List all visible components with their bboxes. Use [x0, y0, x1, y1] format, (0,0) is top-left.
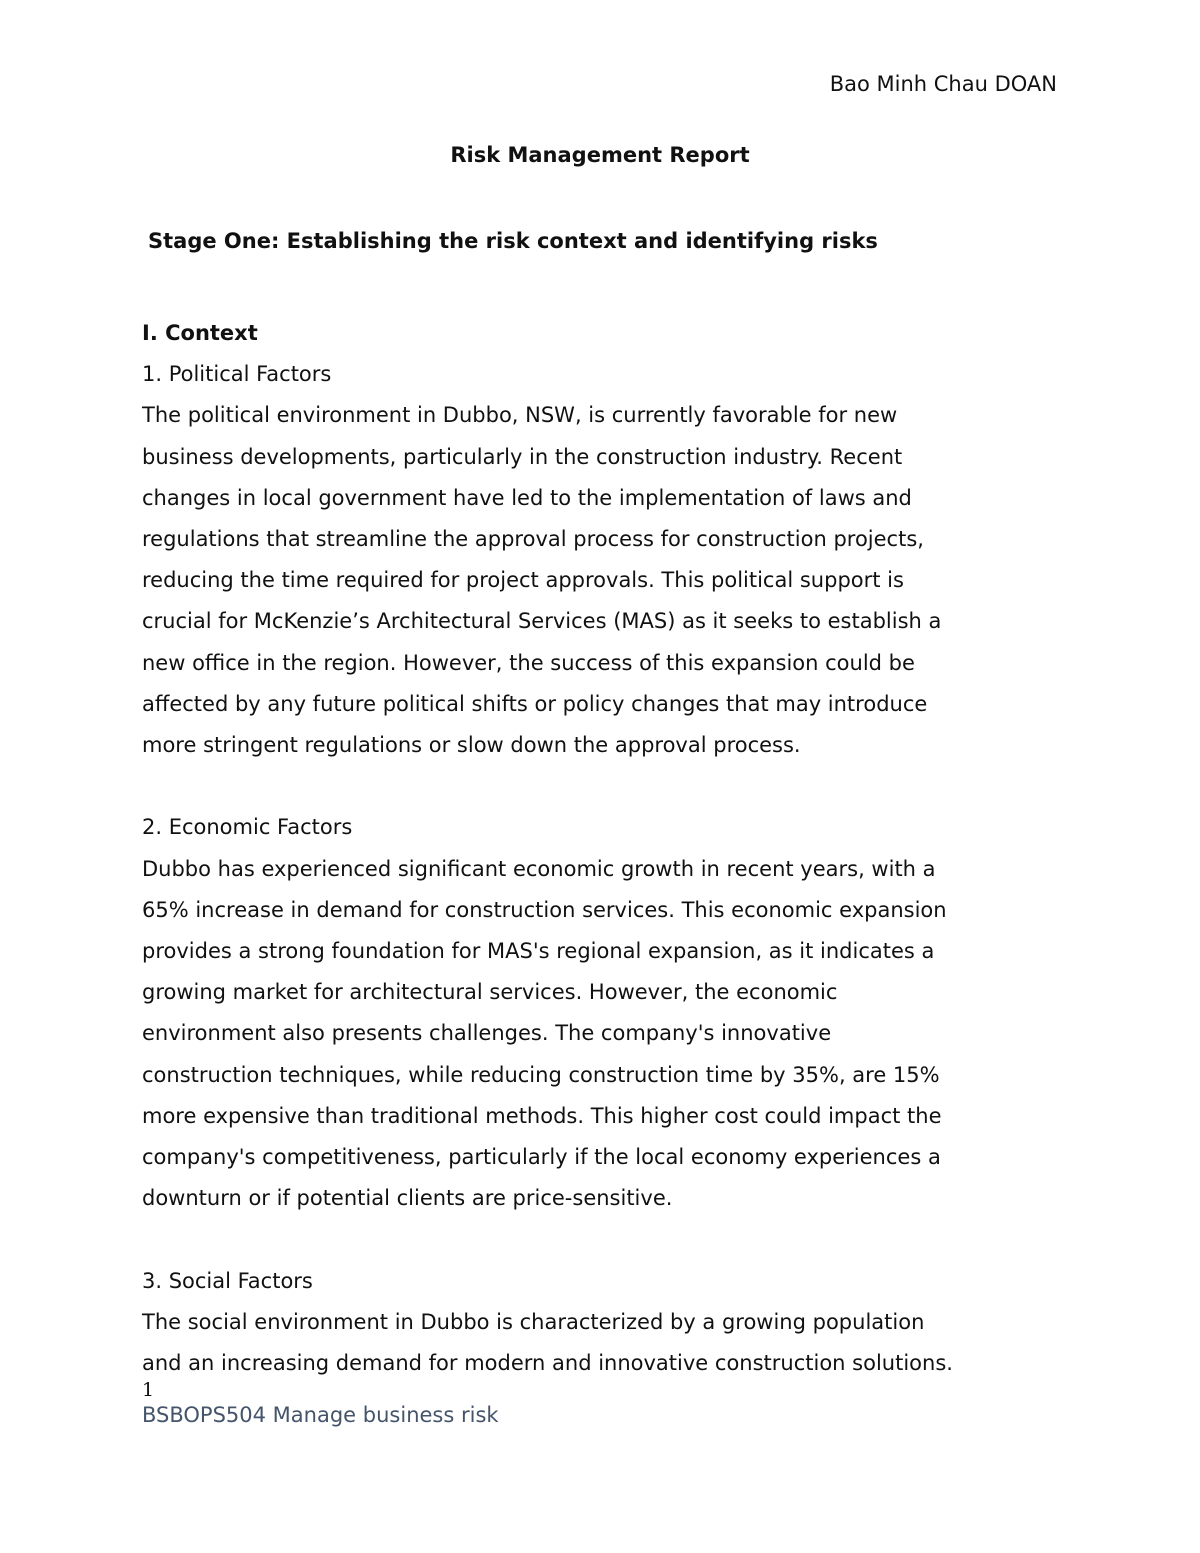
footer-course: BSBOPS504 Manage business risk [142, 1403, 499, 1427]
subsection-heading-economic: 2. Economic Factors [142, 815, 353, 840]
text-line: business developments, particularly in the construction industry. Recent [142, 444, 903, 469]
text-line: regulations that streamline the approval process for construction projects, [142, 527, 924, 552]
subsection-heading-political: 1. Political Factors [142, 362, 332, 387]
page-number: 1 [142, 1379, 155, 1401]
text-line: downturn or if potential clients are price-sensitive. [142, 1186, 673, 1211]
text-line: and an increasing demand for modern and innovative construction solutions. [142, 1351, 953, 1376]
text-line: reducing the time required for project approvals. This political support is [142, 568, 904, 593]
paragraph-economic [142, 849, 1072, 1220]
text-line: construction techniques, while reducing construction time by 35%, are 15% [142, 1062, 940, 1087]
text-line: crucial for McKenzie’s Architectural Services (MAS) as it seeks to establish a [142, 609, 942, 634]
paragraph-social [142, 1302, 1072, 1384]
text-line: The social environment in Dubbo is characterized by a growing population [142, 1309, 925, 1334]
text-line: company's competitiveness, particularly if the local economy experiences a [142, 1145, 941, 1170]
stage-heading: Stage One: Establishing the risk context and identifying risks [148, 229, 878, 253]
text-line: new office in the region. However, the success of this expansion could be [142, 650, 915, 675]
text-line: changes in local government have led to the implementation of laws and [142, 485, 912, 510]
text-line: 65% increase in demand for construction services. This economic expansion [142, 897, 947, 922]
subsection-heading-social: 3. Social Factors [142, 1268, 313, 1293]
text-line: Dubbo has experienced significant economic growth in recent years, with a [142, 856, 936, 881]
page-header-author: Bao Minh Chau DOAN [829, 72, 1057, 96]
text-line: more expensive than traditional methods. This higher cost could impact the [142, 1103, 942, 1128]
text-line: provides a strong foundation for MAS's regional expansion, as it indicates a [142, 939, 935, 964]
text-line: environment also presents challenges. The company's innovative [142, 1021, 832, 1046]
document-body [142, 313, 1072, 1384]
paragraph-political [142, 395, 1072, 766]
text-line: affected by any future political shifts or policy changes that may introduce [142, 691, 928, 716]
section-title-context: I. Context [142, 321, 258, 345]
text-line: growing market for architectural services. However, the economic [142, 980, 838, 1005]
text-line: more stringent regulations or slow down the approval process. [142, 733, 801, 758]
text-line: The political environment in Dubbo, NSW, is currently favorable for new [142, 403, 898, 428]
report-title: Risk Management Report [450, 143, 750, 167]
